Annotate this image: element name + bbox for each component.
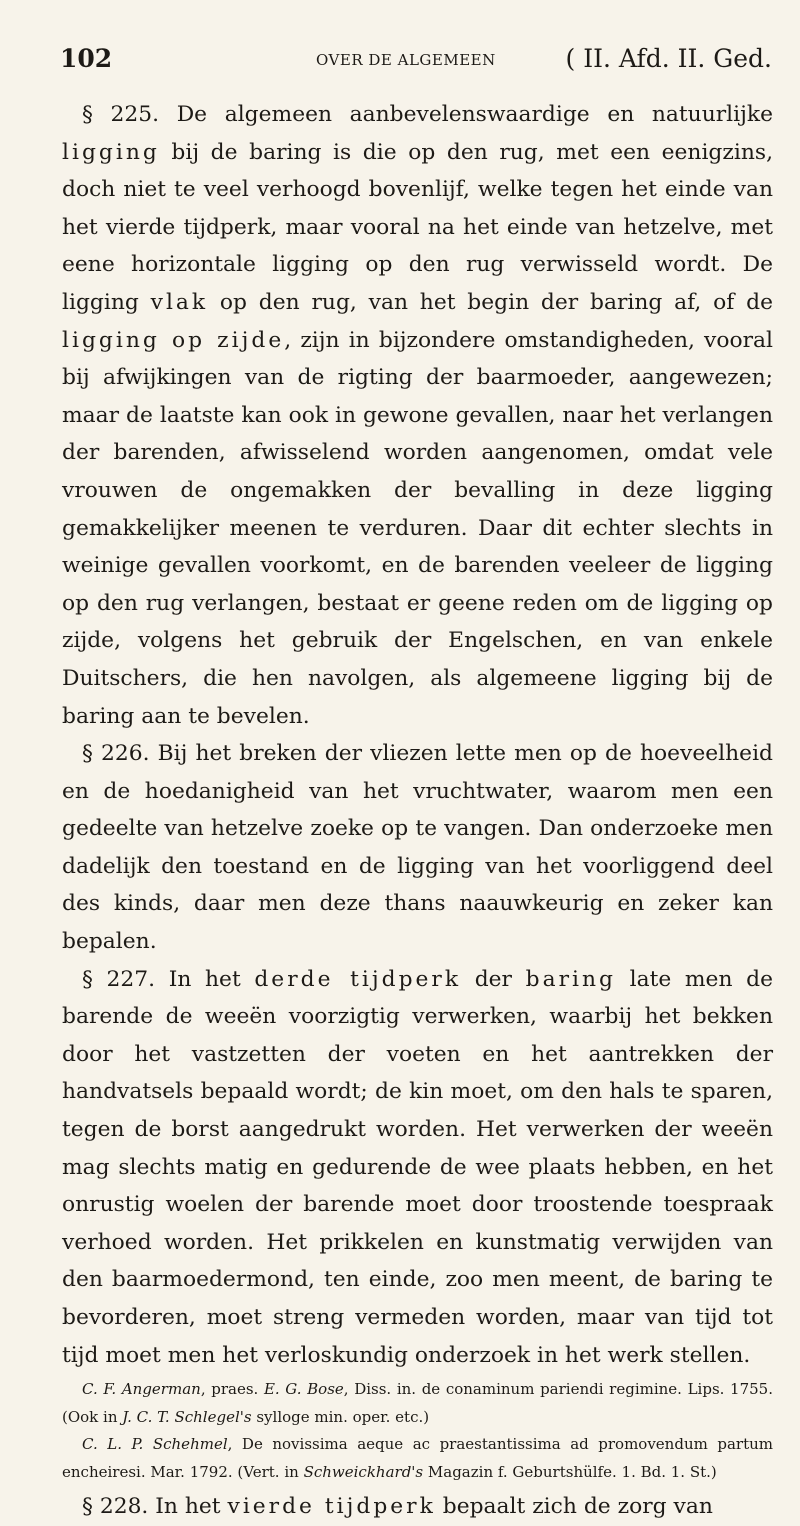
author-name: E. G. Bose — [263, 1380, 344, 1399]
page-header — [60, 44, 772, 84]
text-run: bepaalt zich de zorg van — [435, 1494, 713, 1520]
spaced-emphasis: ligging op zijde — [62, 327, 285, 353]
paragraph-227 — [62, 961, 773, 1375]
text-run: sylloge min. oper. etc.) — [251, 1407, 430, 1426]
text-run: , praes. — [200, 1380, 264, 1399]
text-run: op den rug, van het begin der baring af, of de — [208, 289, 773, 315]
text-run: § 225. De algemeen aanbevelenswaardige en natuurlijke — [82, 102, 773, 127]
text-run: § 226. Bij het breken der vliezen lette men op de hoeveelheid en de hoedanigheid van het vruchtwater, waarom men een gedeelte van hetzelve zoeke op te vangen. Dan onderzoeke men dadelijk den toestand en de ligging van het voorliggend deel des kinds, daar men deze thans naauwkeurig en zeker kan bepalen. — [62, 741, 773, 955]
spaced-emphasis: vierde tijdperk — [227, 1494, 436, 1520]
page-body — [62, 96, 773, 1526]
footnotes — [62, 1376, 773, 1486]
text-run: § 227. In het — [82, 966, 255, 992]
section-reference: ( II. Afd. II. Ged. — [565, 44, 772, 73]
paragraph-226 — [62, 735, 773, 961]
spaced-emphasis: derde tijdperk — [254, 966, 462, 992]
text-run: , zijn in bijzondere omstandigheden, vooral bij afwijkingen van de rigting der baarmoeder, aangewezen; maar de laatste kan ook in gewone gevallen, naar het verlangen der barenden, afwisselend worden aangenomen, omdat vele vrouwen de ongemakken der bevalling in deze ligging gemakkelijker meenen te verduren. Daar dit echter slechts in weinige gevallen voorkomt, en de barenden veeleer de ligging op den rug verlangen, bestaat er geene reden om de ligging op zijde, volgens het gebruik der Engelschen, en van enkele Duitschers, die hen navolgen, als algemeene ligging bij de baring aan te bevelen. — [62, 327, 774, 729]
page-number: 102 — [60, 44, 113, 73]
text-run: § 228. In het — [82, 1494, 228, 1520]
paragraph-225 — [62, 96, 773, 735]
paragraph-228 — [62, 1488, 773, 1526]
text-run: Magazin f. Geburtshülfe. 1. Bd. 1. St.) — [423, 1462, 717, 1481]
text-run: bij de baring is die op den rug, met een eenigzins, doch niet te veel verhoogd bovenlijf, welke tegen het einde van het vierde tijdperk, maar vooral na het einde van hetzelve, met eene horizontale ligging op den rug verwisseld wordt. De ligging — [62, 139, 773, 315]
spaced-emphasis: vlak — [150, 289, 209, 315]
text-run: , De novissima aeque ac praestantissima ad promovendum partum encheiresi. Mar. 1792. (Vert. in — [62, 1435, 773, 1481]
author-name: C. L. P. Schehmel — [82, 1435, 228, 1454]
text-run: der — [461, 966, 526, 992]
footnote-schehmel — [62, 1431, 773, 1486]
spaced-emphasis: ligging — [62, 139, 160, 165]
text-run: late men de barende de weeën voorzigtig verwerken, waarbij het bekken door het vastzetten der voeten en het aantrekken der handvatsels bepaald wordt; de kin moet, om den hals te sparen, tegen de borst aangedrukt worden. Het verwerken der weeën mag slechts matig en gedurende de wee plaats hebben, en het onrustig woelen der barende moet door troostende toespraak verhoed worden. Het prikkelen en kunstmatig verwijden van den baarmoedermond, ten einde, zoo men meent, de baring te bevorderen, moet streng vermeden worden, maar van tijd tot tijd moet men het verloskundig onderzoek in het werk stellen. — [62, 966, 773, 1368]
author-name: C. F. Angerman — [82, 1380, 201, 1399]
running-title: OVER DE ALGEMEEN — [316, 51, 496, 69]
footnote-angerman — [62, 1376, 773, 1431]
author-name: J. C. T. Schlegel's — [122, 1407, 252, 1426]
spaced-emphasis: baring — [525, 966, 616, 992]
text-run: , Diss. in. de conaminum pariendi regimine. Lips. 1755. (Ook in — [62, 1380, 773, 1426]
author-name: Schweickhard's — [303, 1462, 424, 1481]
